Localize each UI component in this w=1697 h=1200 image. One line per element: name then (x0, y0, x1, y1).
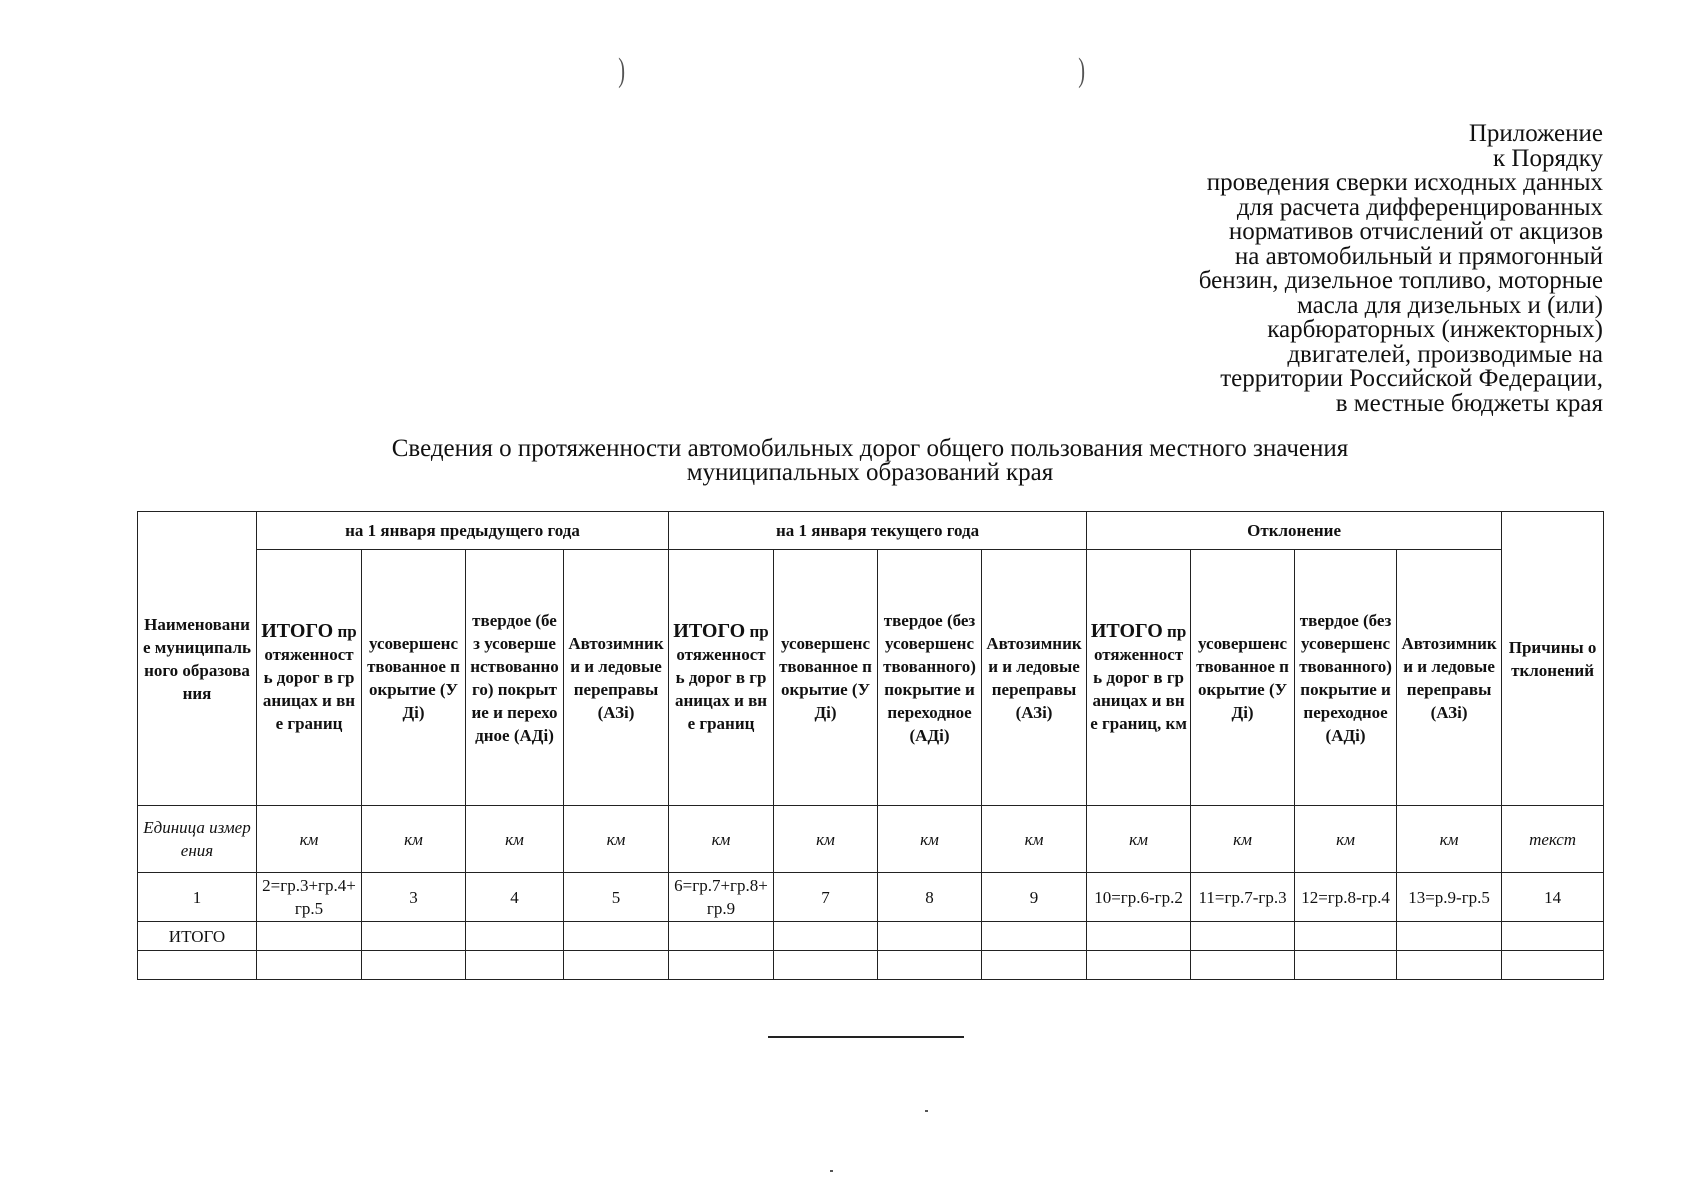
unit-cell: км (774, 806, 878, 873)
empty-cell (1191, 922, 1295, 951)
group-header-previous-year: на 1 января предыдущего года (257, 512, 669, 550)
empty-cell (362, 922, 466, 951)
appendix-line: проведения сверки исходных данных (1206, 169, 1603, 196)
empty-cell (138, 951, 257, 980)
column-number-cell: 13=р.9-гр.5 (1397, 873, 1502, 922)
column-header: Автозимники и ледовые переправы (АЗi) (564, 550, 669, 806)
appendix-header (1043, 122, 1603, 416)
empty-cell (1087, 922, 1191, 951)
column-number-cell: 11=гр.7-гр.3 (1191, 873, 1295, 922)
column-number-cell: 8 (878, 873, 982, 922)
column-header-total-word: ИТОГО (673, 620, 746, 642)
empty-cell (774, 922, 878, 951)
appendix-line: масла для дизельных и (или) (1297, 291, 1603, 319)
empty-cell (466, 951, 564, 980)
column-number-cell: 3 (362, 873, 466, 922)
empty-cell (564, 951, 669, 980)
column-header: твердое (без усовершенствованного) покрытие и переходное (АДi) (466, 550, 564, 806)
unit-cell: км (669, 806, 774, 873)
empty-cell (1087, 951, 1191, 980)
scan-speck (830, 1170, 833, 1172)
appendix-line: территории Российской Федерации, (1220, 365, 1603, 392)
column-header: твердое (без усовершенствованного) покрытие и переходное (АДi) (1295, 550, 1397, 806)
empty-cell (669, 922, 774, 951)
column-header-text: протяженность дорог в границах и вне границ, км (1090, 622, 1187, 733)
document-title (0, 437, 1697, 485)
scan-speck (925, 1110, 928, 1112)
empty-cell (466, 922, 564, 951)
unit-cell: км (257, 806, 362, 873)
punch-hole-mark: ) (618, 52, 626, 89)
empty-cell (1295, 922, 1397, 951)
empty-cell (257, 951, 362, 980)
column-number-cell: 5 (564, 873, 669, 922)
column-header: усовершенствованное покрытие (УДi) (362, 550, 466, 806)
empty-cell (1295, 951, 1397, 980)
appendix-line: нормативов отчислений от акцизов (1228, 218, 1603, 245)
column-header (669, 550, 774, 806)
column-header: Автозимники и ледовые переправы (АЗi) (982, 550, 1087, 806)
appendix-line: двигателей, производимые на (1287, 340, 1603, 368)
unit-cell: км (466, 806, 564, 873)
empty-cell (669, 951, 774, 980)
unit-cell: км (1191, 806, 1295, 873)
empty-cell (982, 951, 1087, 980)
column-header (257, 550, 362, 806)
unit-cell: км (1397, 806, 1502, 873)
name-column-header: Наименование муниципального образования (138, 512, 257, 806)
empty-cell (982, 922, 1087, 951)
empty-cell (564, 922, 669, 951)
empty-cell (1502, 951, 1604, 980)
title-line-1: Сведения о протяженности автомобильных дорог общего пользования местного значения (391, 435, 1349, 462)
reasons-column-header: Причины отклонений (1502, 512, 1604, 806)
total-row-label: ИТОГО (138, 922, 257, 951)
empty-cell (878, 922, 982, 951)
column-number-cell: 14 (1502, 873, 1604, 922)
column-header: Автозимники и ледовые переправы (АЗi) (1397, 550, 1502, 806)
unit-cell: текст (1502, 806, 1604, 873)
unit-cell: км (564, 806, 669, 873)
appendix-line: Приложение (1468, 120, 1603, 147)
column-header: твердое (без усовершенствованного) покрытие и переходное (АДi) (878, 550, 982, 806)
group-header-deviation: Отклонение (1087, 512, 1502, 550)
appendix-line: для расчета дифференцированных (1236, 193, 1603, 221)
empty-cell (878, 951, 982, 980)
column-header: усовершенствованное покрытие (УДi) (774, 550, 878, 806)
column-number-cell: 2=гр.3+гр.4+гр.5 (257, 873, 362, 922)
empty-cell (1191, 951, 1295, 980)
appendix-line: карбюраторных (инжекторных) (1267, 316, 1603, 343)
appendix-line: к Порядку (1493, 144, 1603, 172)
punch-hole-mark: ) (1078, 52, 1086, 89)
empty-cell (774, 951, 878, 980)
end-separator-line (768, 1036, 964, 1038)
group-header-current-year: на 1 января текущего года (669, 512, 1087, 550)
column-number-cell: 7 (774, 873, 878, 922)
column-number-cell: 12=гр.8-гр.4 (1295, 873, 1397, 922)
empty-cell (1397, 922, 1502, 951)
appendix-line: на автомобильный и прямогонный (1234, 242, 1603, 270)
empty-cell (1397, 951, 1502, 980)
unit-cell: км (982, 806, 1087, 873)
empty-cell (1502, 922, 1604, 951)
unit-cell: км (1087, 806, 1191, 873)
column-header-text: протяженность дорог в границах и вне границ (262, 622, 357, 733)
title-line-2: муниципальных образований края (686, 459, 1054, 486)
column-header: усовершенствованное покрытие (УДi) (1191, 550, 1295, 806)
unit-cell: км (362, 806, 466, 873)
column-number-cell: 6=гр.7+гр.8+гр.9 (669, 873, 774, 922)
column-number-cell: 9 (982, 873, 1087, 922)
unit-cell: Единица измерения (138, 806, 257, 873)
column-header-text: протяженность дорог в границах и вне границ (674, 622, 769, 733)
appendix-line: в местные бюджеты края (1335, 389, 1603, 417)
appendix-line: бензин, дизельное топливо, моторные (1198, 267, 1603, 294)
column-header-total-word: ИТОГО (1090, 620, 1163, 642)
unit-cell: км (878, 806, 982, 873)
column-number-cell: 1 (138, 873, 257, 922)
column-header-total-word: ИТОГО (261, 620, 334, 642)
column-number-cell: 4 (466, 873, 564, 922)
column-header (1087, 550, 1191, 806)
empty-cell (362, 951, 466, 980)
column-number-cell: 10=гр.6-гр.2 (1087, 873, 1191, 922)
empty-cell (257, 922, 362, 951)
roads-length-table (137, 511, 1604, 980)
unit-cell: км (1295, 806, 1397, 873)
